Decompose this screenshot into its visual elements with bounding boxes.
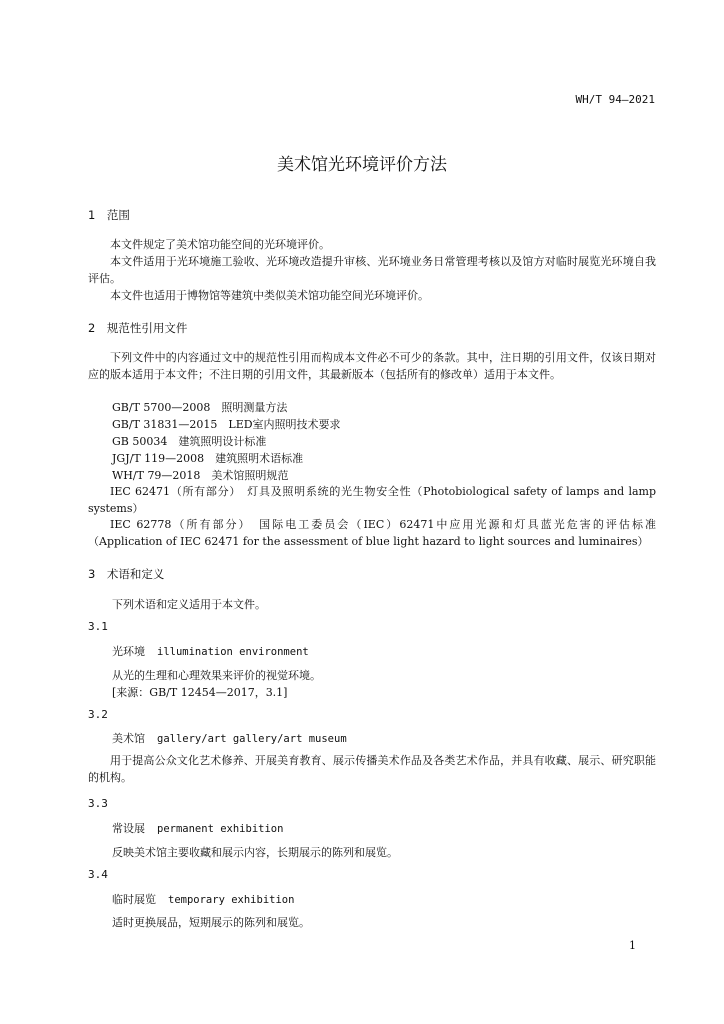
- term-heading: [112, 643, 309, 659]
- paragraph: 本文件也适用于博物馆等建筑中类似美术馆功能空间光环境评价。: [110, 289, 429, 302]
- reference-item: JGJ/T 119—2008 建筑照明术语标准: [112, 452, 304, 465]
- term-source: [来源：GB/T 12454—2017，3.1]: [112, 686, 288, 699]
- term-number: 3.3: [88, 797, 108, 810]
- term-heading: [112, 820, 283, 836]
- paragraph: 用于提高公众文化艺术修养、开展美育教育、展示传播美术作品及各类艺术作品，并具有收藏、展示、研究职能的机构。: [88, 754, 656, 784]
- term-definition: 适时更换展品，短期展示的陈列和展览。: [112, 916, 310, 929]
- section-1-heading: 1 范围: [88, 208, 130, 222]
- section-1-body: [88, 236, 656, 304]
- term-heading: [112, 891, 294, 907]
- section-3-intro: 下列术语和定义适用于本文件。: [112, 598, 266, 611]
- reference-item: GB 50034 建筑照明设计标准: [112, 435, 267, 448]
- term-number: 3.1: [88, 620, 108, 633]
- reference-item: GB/T 31831—2015 LED室内照明技术要求: [112, 418, 341, 431]
- term-zh: 临时展览: [112, 893, 156, 906]
- term-heading: [112, 730, 347, 746]
- paragraph: 本文件适用于光环境施工验收、光环境改造提升审核、光环境业务日常管理考核以及馆方对临时展览光环境自我评估。: [88, 255, 656, 285]
- term-en: illumination environment: [157, 646, 309, 658]
- term-definition: 从光的生理和心理效果来评价的视觉环境。: [112, 669, 321, 682]
- term-en: permanent exhibition: [157, 823, 284, 835]
- term-definition: 反映美术馆主要收藏和展示内容，长期展示的陈列和展览。: [112, 846, 398, 859]
- page-number: 1: [629, 939, 636, 952]
- section-2-heading: 2 规范性引用文件: [88, 321, 188, 335]
- paragraph: IEC 62778（所有部分） 国际电工委员会（IEC）62471中应用光源和灯具蓝光危害的评估标准（Application of IEC 62471 for the assessment of blue light hazard to light sources and luminaires）: [88, 518, 656, 548]
- reference-item: WH/T 79—2018 美术馆照明规范: [112, 469, 289, 482]
- term-zh: 常设展: [112, 822, 145, 835]
- reference-item-long: [88, 516, 656, 550]
- paragraph: 本文件规定了美术馆功能空间的光环境评价。: [110, 238, 330, 251]
- reference-item-long: [88, 483, 656, 517]
- term-zh: 美术馆: [112, 732, 145, 745]
- term-number: 3.4: [88, 868, 108, 881]
- paragraph: 下列文件中的内容通过文中的规范性引用而构成本文件必不可少的条款。其中，注日期的引用文件，仅该日期对应的版本适用于本文件；不注日期的引用文件，其最新版本（包括所有的修改单）适用于本文件。: [88, 351, 656, 381]
- document-title: 美术馆光环境评价方法: [277, 155, 447, 175]
- section-3-heading: 3 术语和定义: [88, 567, 165, 581]
- paragraph: IEC 62471（所有部分） 灯具及照明系统的光生物安全性（Photobiological safety of lamps and lamp systems）: [88, 485, 656, 515]
- term-en: gallery/art gallery/art museum: [157, 733, 347, 745]
- term-definition: [88, 752, 656, 786]
- section-2-intro: [88, 349, 656, 383]
- reference-item: GB/T 5700—2008 照明测量方法: [112, 401, 288, 414]
- standard-number: WH/T 94—2021: [575, 93, 655, 106]
- term-zh: 光环境: [112, 645, 145, 658]
- term-number: 3.2: [88, 708, 108, 721]
- term-en: temporary exhibition: [168, 894, 295, 906]
